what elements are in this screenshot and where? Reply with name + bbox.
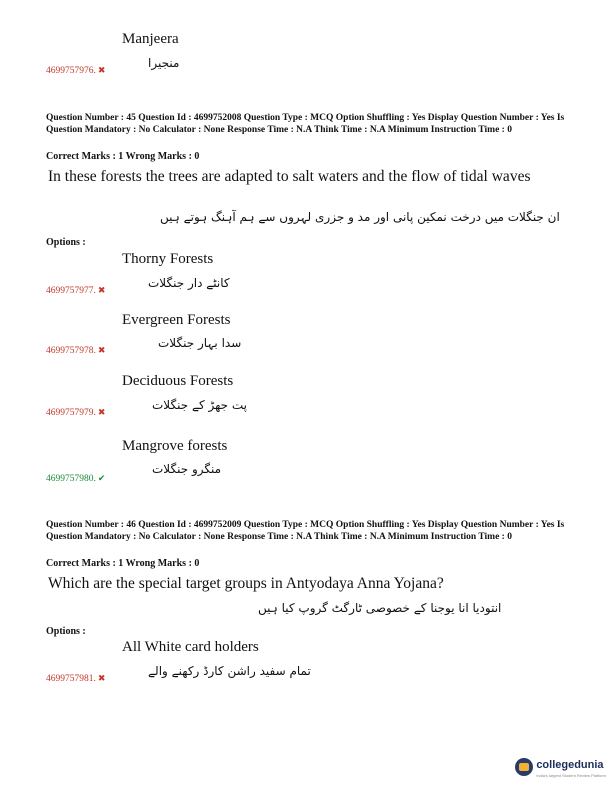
logo-mascot-icon bbox=[515, 758, 533, 776]
wrong-mark-icon: ✖ bbox=[97, 407, 106, 417]
option-id: 4699757979. ✖ bbox=[46, 407, 106, 418]
question-urdu: ان جنگلات میں درخت نمکین پانی اور مد و جزری لہروں سے ہم آہنگ ہوتے ہیں bbox=[160, 210, 560, 224]
question-text: In these forests the trees are adapted to salt waters and the flow of tidal waves bbox=[48, 168, 531, 185]
option-english: Mangrove forests bbox=[122, 438, 228, 454]
check-mark-icon: ✔ bbox=[97, 473, 106, 483]
option-english: Thorny Forests bbox=[122, 251, 214, 267]
option-id: 4699757976. ✖ bbox=[46, 65, 106, 76]
question-text: Which are the special target groups in Antyodaya Anna Yojana? bbox=[48, 575, 444, 592]
option-id: 4699757981. ✖ bbox=[46, 673, 106, 684]
option-english: Evergreen Forests bbox=[122, 312, 231, 328]
wrong-mark-icon: ✖ bbox=[97, 345, 106, 355]
option-urdu: تمام سفید راشن کارڈ رکھنے والے bbox=[148, 664, 311, 678]
option-id: 4699757978. ✖ bbox=[46, 345, 106, 356]
option-english: All White card holders bbox=[122, 639, 259, 655]
question-header: Question Number : 46 Question Id : 4699752009 Question Type : MCQ Option Shuffling : Yes Display Question Number : Yes Is Question Mandatory : No Calculator : None Response Time : N.A Think Time : N.A Minimum Instruction Time : 0 bbox=[46, 520, 565, 542]
question-header: Question Number : 45 Question Id : 4699752008 Question Type : MCQ Option Shuffling : Yes Display Question Number : Yes Is Question Mandatory : No Calculator : None Response Time : N.A Think Time : N.A Minimum Instruction Time : 0 bbox=[46, 113, 565, 135]
option-urdu: منجیرا bbox=[148, 56, 180, 70]
logo-name: collegedunia bbox=[536, 759, 604, 771]
wrong-mark-icon: ✖ bbox=[97, 285, 106, 295]
logo-tagline: India's largest Student Review Platform bbox=[536, 773, 606, 778]
wrong-mark-icon: ✖ bbox=[97, 65, 106, 75]
options-label: Options : bbox=[46, 626, 86, 637]
options-label: Options : bbox=[46, 237, 86, 248]
option-urdu: کانٹے دار جنگلات bbox=[148, 276, 230, 290]
option-id: 4699757980. ✔ bbox=[46, 473, 106, 484]
option-english: Manjeera bbox=[122, 31, 179, 47]
wrong-mark-icon: ✖ bbox=[97, 673, 106, 683]
option-urdu: منگرو جنگلات bbox=[152, 462, 222, 476]
question-urdu: انتودیا انا یوجنا کے خصوصی ٹارگٹ گروپ کیا ہیں bbox=[258, 601, 502, 615]
marks-line: Correct Marks : 1 Wrong Marks : 0 bbox=[46, 558, 200, 569]
option-english: Deciduous Forests bbox=[122, 373, 234, 389]
option-urdu: سدا بہار جنگلات bbox=[158, 336, 242, 350]
option-urdu: پت جھڑ کے جنگلات bbox=[152, 398, 248, 412]
marks-line: Correct Marks : 1 Wrong Marks : 0 bbox=[46, 151, 200, 162]
collegedunia-logo[interactable] bbox=[515, 755, 606, 778]
option-id: 4699757977. ✖ bbox=[46, 285, 106, 296]
